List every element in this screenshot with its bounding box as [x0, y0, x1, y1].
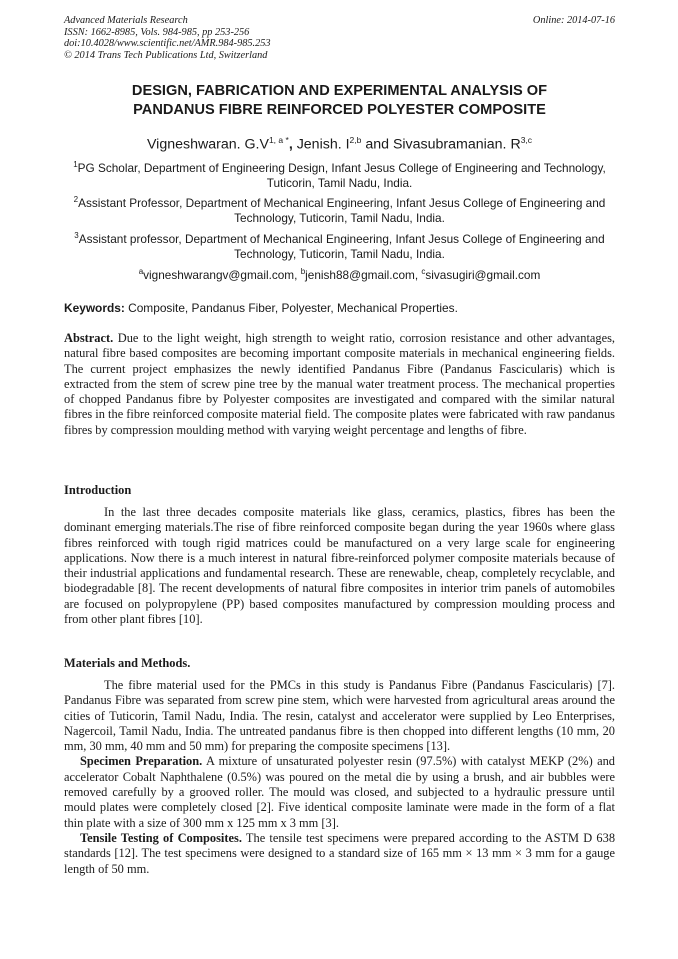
affiliation-text: Assistant professor, Department of Mechanical Engineering, Infant Jesus College of Engineering and Technology, Tuticorin, Tamil Nadu, India.	[78, 231, 605, 262]
tensile-paragraph	[64, 831, 615, 877]
affiliation-marker: 1	[73, 160, 78, 169]
introduction-heading: Introduction	[64, 483, 132, 497]
email-marker: c	[421, 267, 426, 276]
paper-title	[64, 82, 615, 120]
affiliation-marker: 2	[73, 195, 79, 204]
keywords-text: Composite, Pandanus Fiber, Polyester, Mechanical Properties.	[124, 301, 458, 315]
email-a[interactable]: vigneshwarangv@gmail.com,	[143, 267, 301, 282]
affiliation-text: Assistant Professor, Department of Mechanical Engineering, Infant Jesus College of Engineering and Technology, Tuticorin, Tamil Nadu, India.	[78, 195, 606, 226]
introduction-body	[64, 505, 615, 627]
specimen-label: Specimen Preparation.	[80, 754, 203, 769]
author-1: Vigneshwaran. G.V	[146, 136, 269, 153]
tensile-label: Tensile Testing of Composites.	[80, 830, 242, 845]
keywords	[64, 301, 615, 316]
specimen-text: A mixture of unsaturated polyester resin (97.5%) with catalyst MEKP (2%) and accelerator Cobalt Naphthalene (0.5%) was poured on the metal die by using a brush, and air bubbles were removed carefully by a grooved roller. The mould was closed, and subjected to a hydraulic pressure until mould plates were completely closed [2]. Five identical composite laminate were made in the form of a flat thin plate with a size of 300 mm x 125 mm x 3 mm [3].	[64, 754, 615, 830]
affiliation-1	[64, 157, 615, 192]
email-marker: b	[300, 267, 306, 276]
abstract-label: Abstract.	[64, 331, 114, 345]
materials-paragraph: The fibre material used for the PMCs in this study is Pandanus Fibre (Pandanus Fascicularis) [7]. Pandanus Fibre was separated from screw pine stem, which were harvested from agricultural areas around the cities of Tuticorin, Tamil Nadu, India. The resin, catalyst and accelerator were supplied by Leo Enterprises, Nagercoil, Tamil Nadu, India. The untreated pandanus fibre is then chopped into different lengths (10 mm, 20 mm, 30 mm, 40 mm and 50 mm) for preparing the composite specimens [13].	[64, 678, 615, 754]
author-separator-and: and	[361, 136, 393, 153]
email-c[interactable]: sivasugiri@gmail.com	[425, 267, 541, 282]
affiliation-3	[64, 228, 615, 263]
materials-body	[64, 678, 615, 877]
journal-header	[64, 15, 271, 61]
journal-name: Advanced Materials Research	[64, 15, 188, 26]
abstract	[64, 331, 615, 438]
copyright-line: © 2014 Trans Tech Publications Ltd, Switzerland	[64, 49, 268, 61]
materials-heading: Materials and Methods.	[64, 656, 191, 670]
affiliation-marker: 3	[74, 231, 79, 240]
tensile-text: The tensile test specimens were prepared according to the ASTM D 638 standards [12]. The test specimens were designed to a standard size of 165 mm × 13 mm × 3 mm for a gauge length of 50 mm.	[64, 830, 616, 876]
specimen-paragraph	[64, 754, 615, 830]
author-separator: ,	[288, 136, 297, 153]
introduction-paragraph: In the last three decades composite materials like glass, ceramics, plastics, fibres has been the dominant emerging materials.The rise of fibre reinforced composite began during the year 1960s where glass fibres reinforced with tough rigid matrices could be manufactured on a very large scale for engineering applications. Now there is a much interest in natural fibre-reinforced polymer composite materials because of their industrial applications and fundamental research. These are renewable, cheap, completely recyclable, and biodegradable [8]. The recent developments of natural fibre composites in interior trim panels of automobiles are focused on polypropylene (PP) based composites manufactured by compression moulding process and from other plant fibres [10].	[64, 505, 615, 627]
issn-line: ISSN: 1662-8985, Vols. 984-985, pp 253-256	[64, 26, 250, 38]
email-marker: a	[138, 267, 144, 276]
author-3: Sivasubramanian. R	[392, 136, 521, 153]
doi-line: doi:10.4028/www.scientific.net/AMR.984-985.253	[64, 38, 271, 50]
email-b[interactable]: jenish88@gmail.com,	[305, 267, 422, 282]
keywords-label: Keywords:	[64, 301, 125, 315]
abstract-text: Due to the light weight, high strength to weight ratio, corrosion resistance and other advantages, natural fibre based composites are becoming important composite materials in mechanical engineering fields. The current project emphasizes the newly identified Pandanus Fibre (Pandanus Fascicularis) which is extracted from the stem of screw pine tree by the manual water treatment process. The mechanical properties of chopped Pandanus fibre by Polyester composites are investigated and compared with the similar natural fibres in the fibre reinforced composite material field. The composite plates were fabricated with raw pandanus fibres by compression moulding method with varying weight percentage and lengths of fibre.	[64, 331, 615, 437]
author-2-marker: 2,b	[349, 135, 362, 145]
affiliation-2	[64, 192, 615, 227]
title-line-1: DESIGN, FABRICATION AND EXPERIMENTAL ANALYSIS OF	[131, 83, 548, 99]
author-list	[64, 131, 615, 154]
title-line-2: PANDANUS FIBRE REINFORCED POLYESTER COMPOSITE	[133, 102, 546, 118]
author-1-marker: 1, a *	[268, 135, 289, 145]
author-3-marker: 3,c	[520, 135, 533, 145]
author-2: Jenish. I	[296, 136, 350, 153]
author-emails	[64, 264, 615, 283]
online-date: Online: 2014-07-16	[532, 15, 615, 26]
affiliation-text: PG Scholar, Department of Engineering Design, Infant Jesus College of Engineering and Technology, Tuticorin, Tamil Nadu, India.	[77, 160, 606, 191]
